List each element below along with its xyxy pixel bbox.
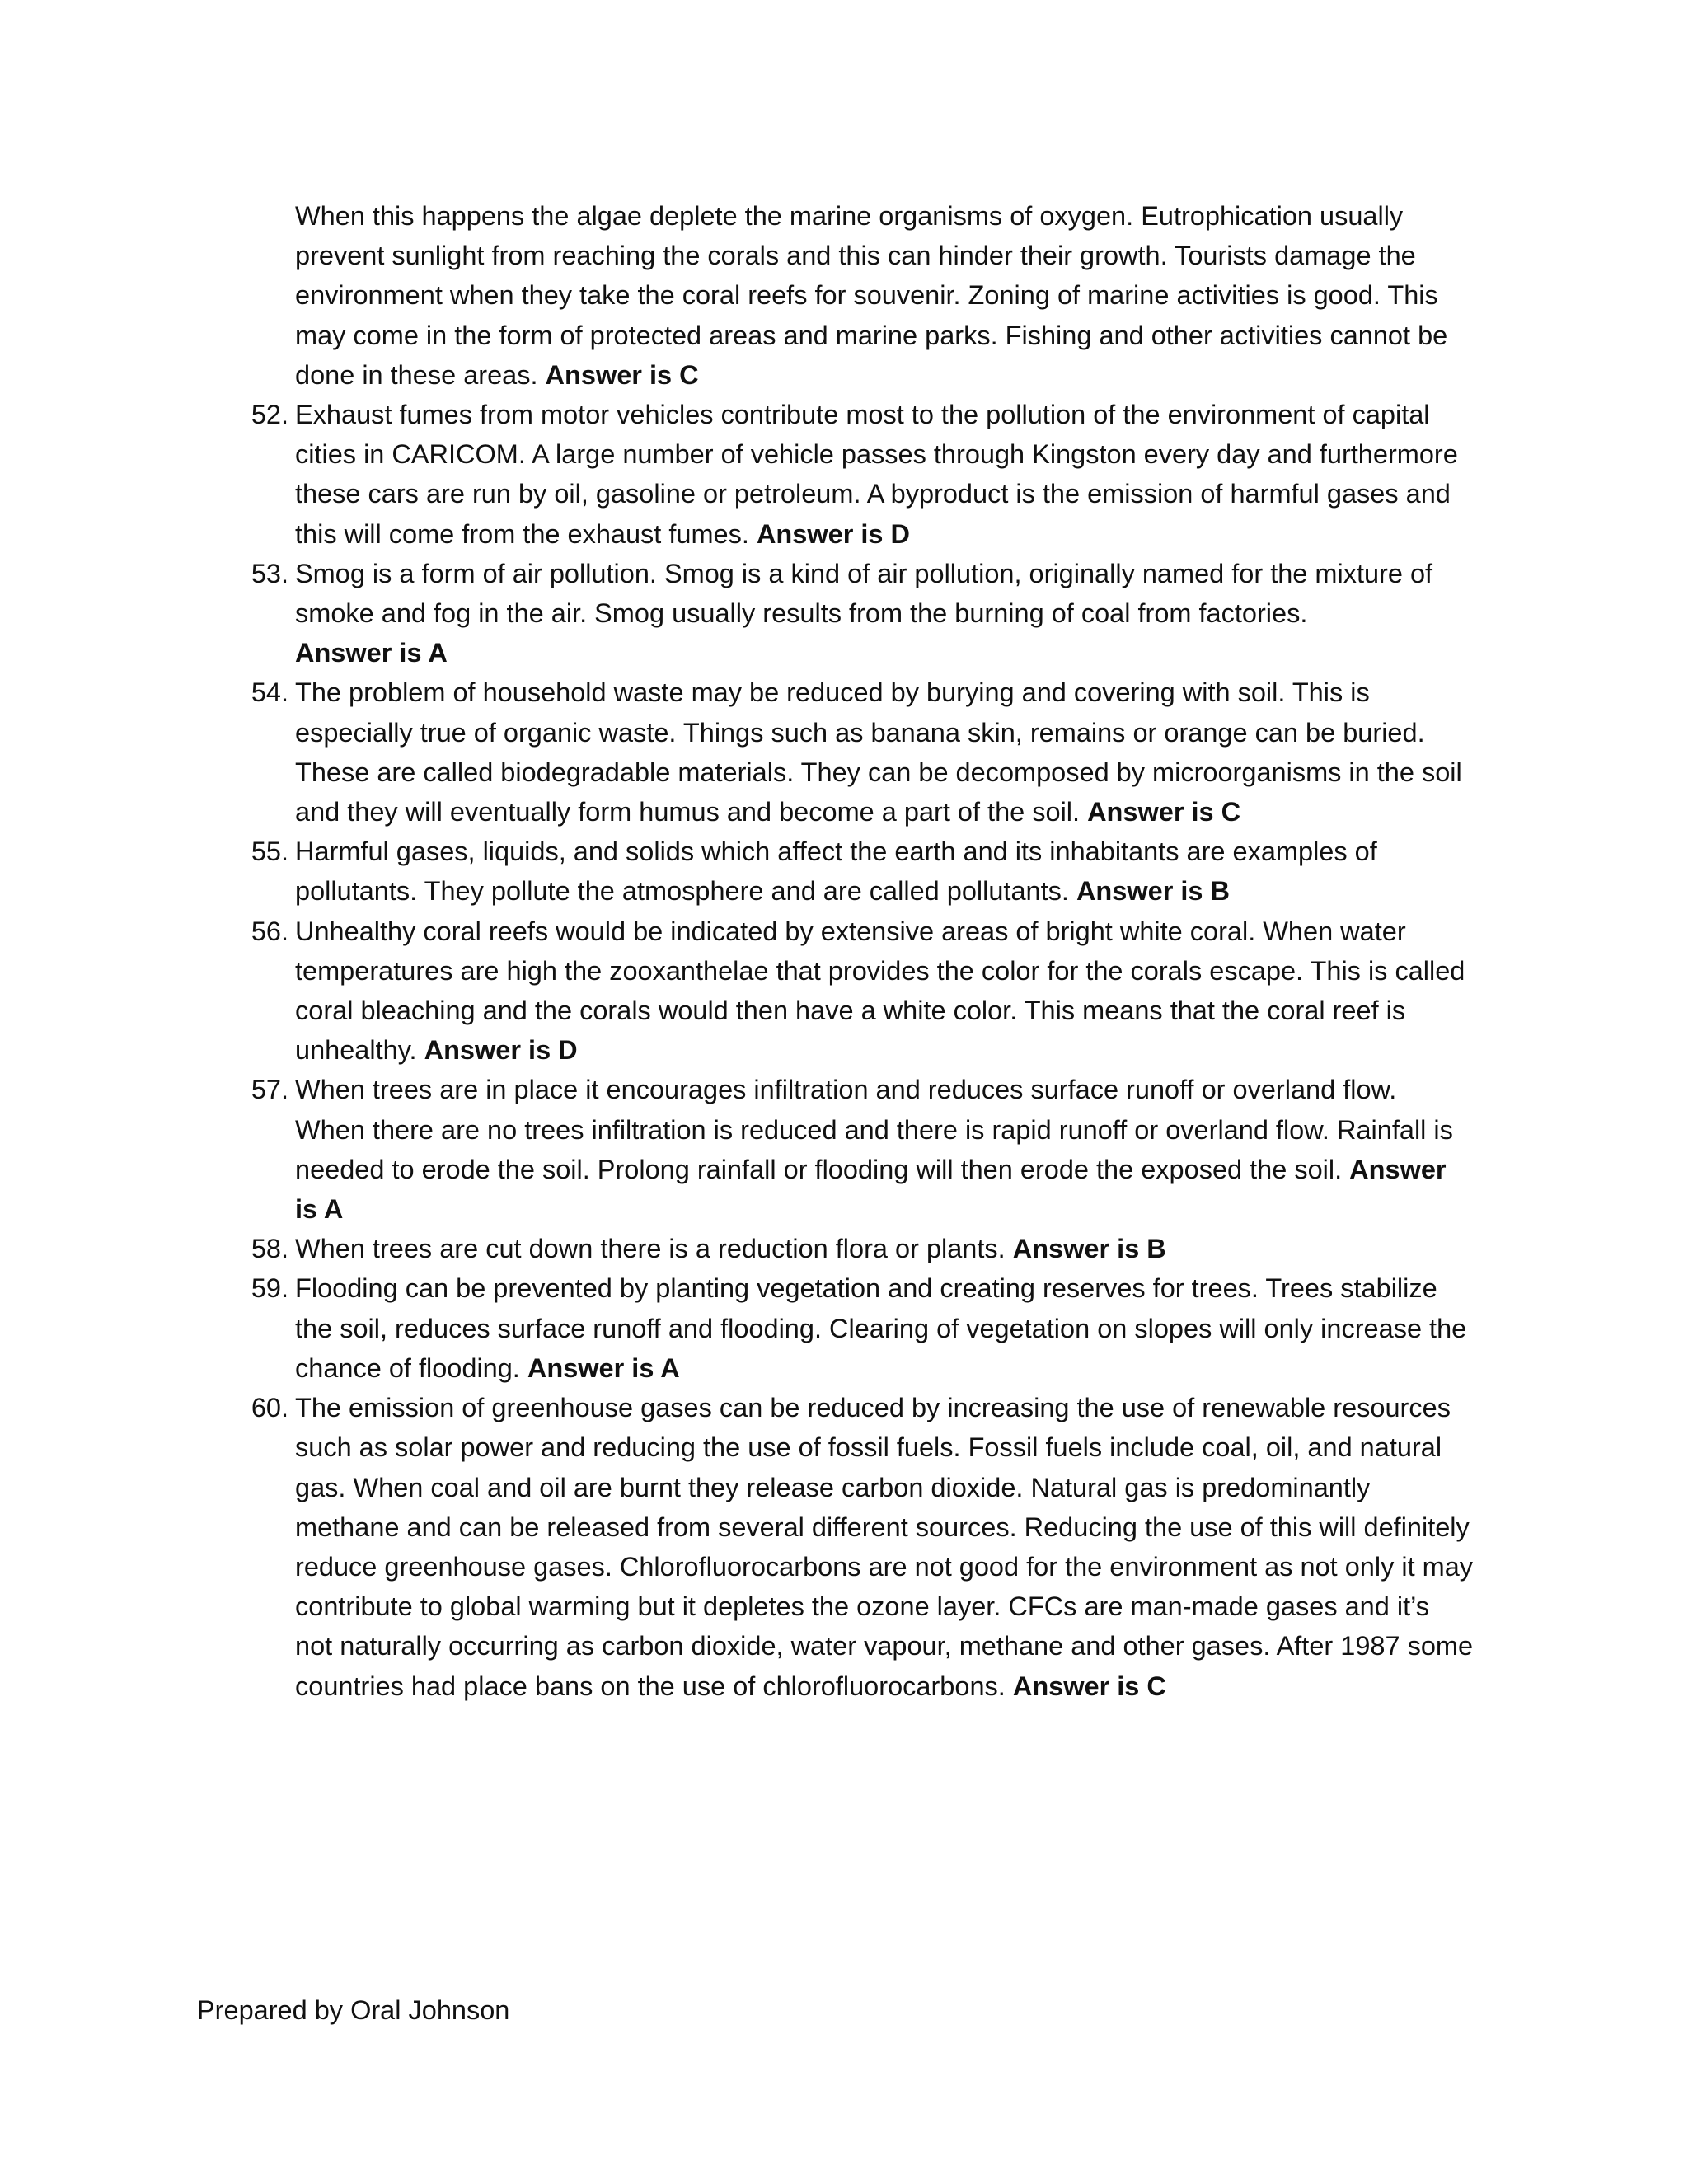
item-text: Unhealthy coral reefs would be indicated by extensive areas of bright white coral. When water temperatures are high the zooxanthelae that provides the color for the corals escape. This is called coral bleaching and the corals would then have a white color. This means that the coral reef is unhealthy. (295, 916, 1465, 1066)
answer-label: Answer is C (1012, 1671, 1166, 1701)
list-item-55 (251, 832, 1474, 911)
answer-label: Answer is C (545, 359, 699, 390)
list-item-54 (251, 673, 1474, 832)
item-text: Harmful gases, liquids, and solids which affect the earth and its inhabitants are examples of pollutants. They pollute the atmosphere and are called pollutants. (295, 837, 1377, 907)
list-item-57 (251, 1070, 1474, 1229)
item-number: 58. (251, 1234, 288, 1264)
answer-label: Answer is B (1076, 876, 1230, 907)
answer-explanations (251, 196, 1474, 1706)
answer-label: Answer is A (527, 1352, 680, 1383)
item-number: 52. (251, 400, 288, 430)
item-text: Flooding can be prevented by planting vegetation and creating reserves for trees. Trees stabilize the soil, reduces surface runoff and flooding. Clearing of vegetation on slopes will only increase the chance of flooding. (295, 1273, 1467, 1383)
item-text: When trees are in place it encourages infiltration and reduces surface runoff or overland flow. When there are no trees infiltration is reduced and there is rapid runoff or overland flow. Rainfall is needed to erode the soil. Prolong rainfall or flooding will then erode the exposed the soil. (295, 1075, 1453, 1184)
list-item-56 (251, 912, 1474, 1071)
item-number: 60. (251, 1393, 288, 1423)
item-number: 57. (251, 1075, 288, 1105)
answer-label: Answer is A (295, 638, 448, 668)
item-text: The emission of greenhouse gases can be reduced by increasing the use of renewable resources such as solar power and reducing the use of fossil fuels. Fossil fuels include coal, oil, and natural gas. When coal and oil are burnt they release carbon dioxide. Natural gas is predominantly methane and can be released from several different sources. Reducing the use of this will definitely reduce greenhouse gases. Chlorofluorocarbons are not good for the environment as not only it may contribute to global warming but it depletes the ozone layer. CFCs are man-made gases and it’s not naturally occurring as carbon dioxide, water vapour, methane and other gases. After 1987 some countries had place bans on the use of chlorofluorocarbons. (295, 1393, 1474, 1701)
answer-label: Answer is D (424, 1035, 578, 1066)
list-item-58 (251, 1229, 1474, 1268)
item-text: Exhaust fumes from motor vehicles contribute most to the pollution of the environment of capital cities in CARICOM. A large number of vehicle passes through Kingston every day and furthermore these cars are run by oil, gasoline or petroleum. A byproduct is the emission of harmful gases and this will come from the exhaust fumes. (295, 400, 1458, 549)
answer-label: Answer is D (756, 518, 910, 549)
item-number: 55. (251, 837, 288, 867)
item-text: When trees are cut down there is a reduction flora or plants. (295, 1234, 1006, 1264)
item-number: 53. (251, 558, 288, 588)
item-text: Smog is a form of air pollution. Smog is a kind of air pollution, originally named for the mixture of smoke and fog in the air. Smog usually results from the burning of coal from factories. (295, 558, 1433, 629)
continued-paragraph (295, 196, 1474, 395)
list-item-53 (251, 554, 1474, 673)
answer-label: Answer is A (295, 1154, 1447, 1225)
page-footer: Prepared by Oral Johnson (197, 1995, 510, 2025)
answer-label: Answer is C (1087, 797, 1241, 827)
list-item-60 (251, 1388, 1474, 1706)
item-number: 56. (251, 916, 288, 946)
list-item-52 (251, 395, 1474, 554)
list-item-59 (251, 1268, 1474, 1388)
item-number: 54. (251, 677, 288, 708)
paragraph-text: When this happens the algae deplete the marine organisms of oxygen. Eutrophication usually prevent sunlight from reaching the corals and this can hinder their growth. Tourists damage the environment when they take the coral reefs for souvenir. Zoning of marine activities is good. This may come in the form of protected areas and marine parks. Fishing and other activities cannot be done in these areas. (295, 201, 1448, 390)
item-number: 59. (251, 1273, 288, 1304)
answer-label: Answer is B (1012, 1234, 1166, 1264)
item-text: The problem of household waste may be reduced by burying and covering with soil. This is especially true of organic waste. Things such as banana skin, remains or orange can be buried. These are called biodegradable materials. They can be decomposed by microorganisms in the soil and they will eventually form humus and become a part of the soil. (295, 677, 1462, 827)
